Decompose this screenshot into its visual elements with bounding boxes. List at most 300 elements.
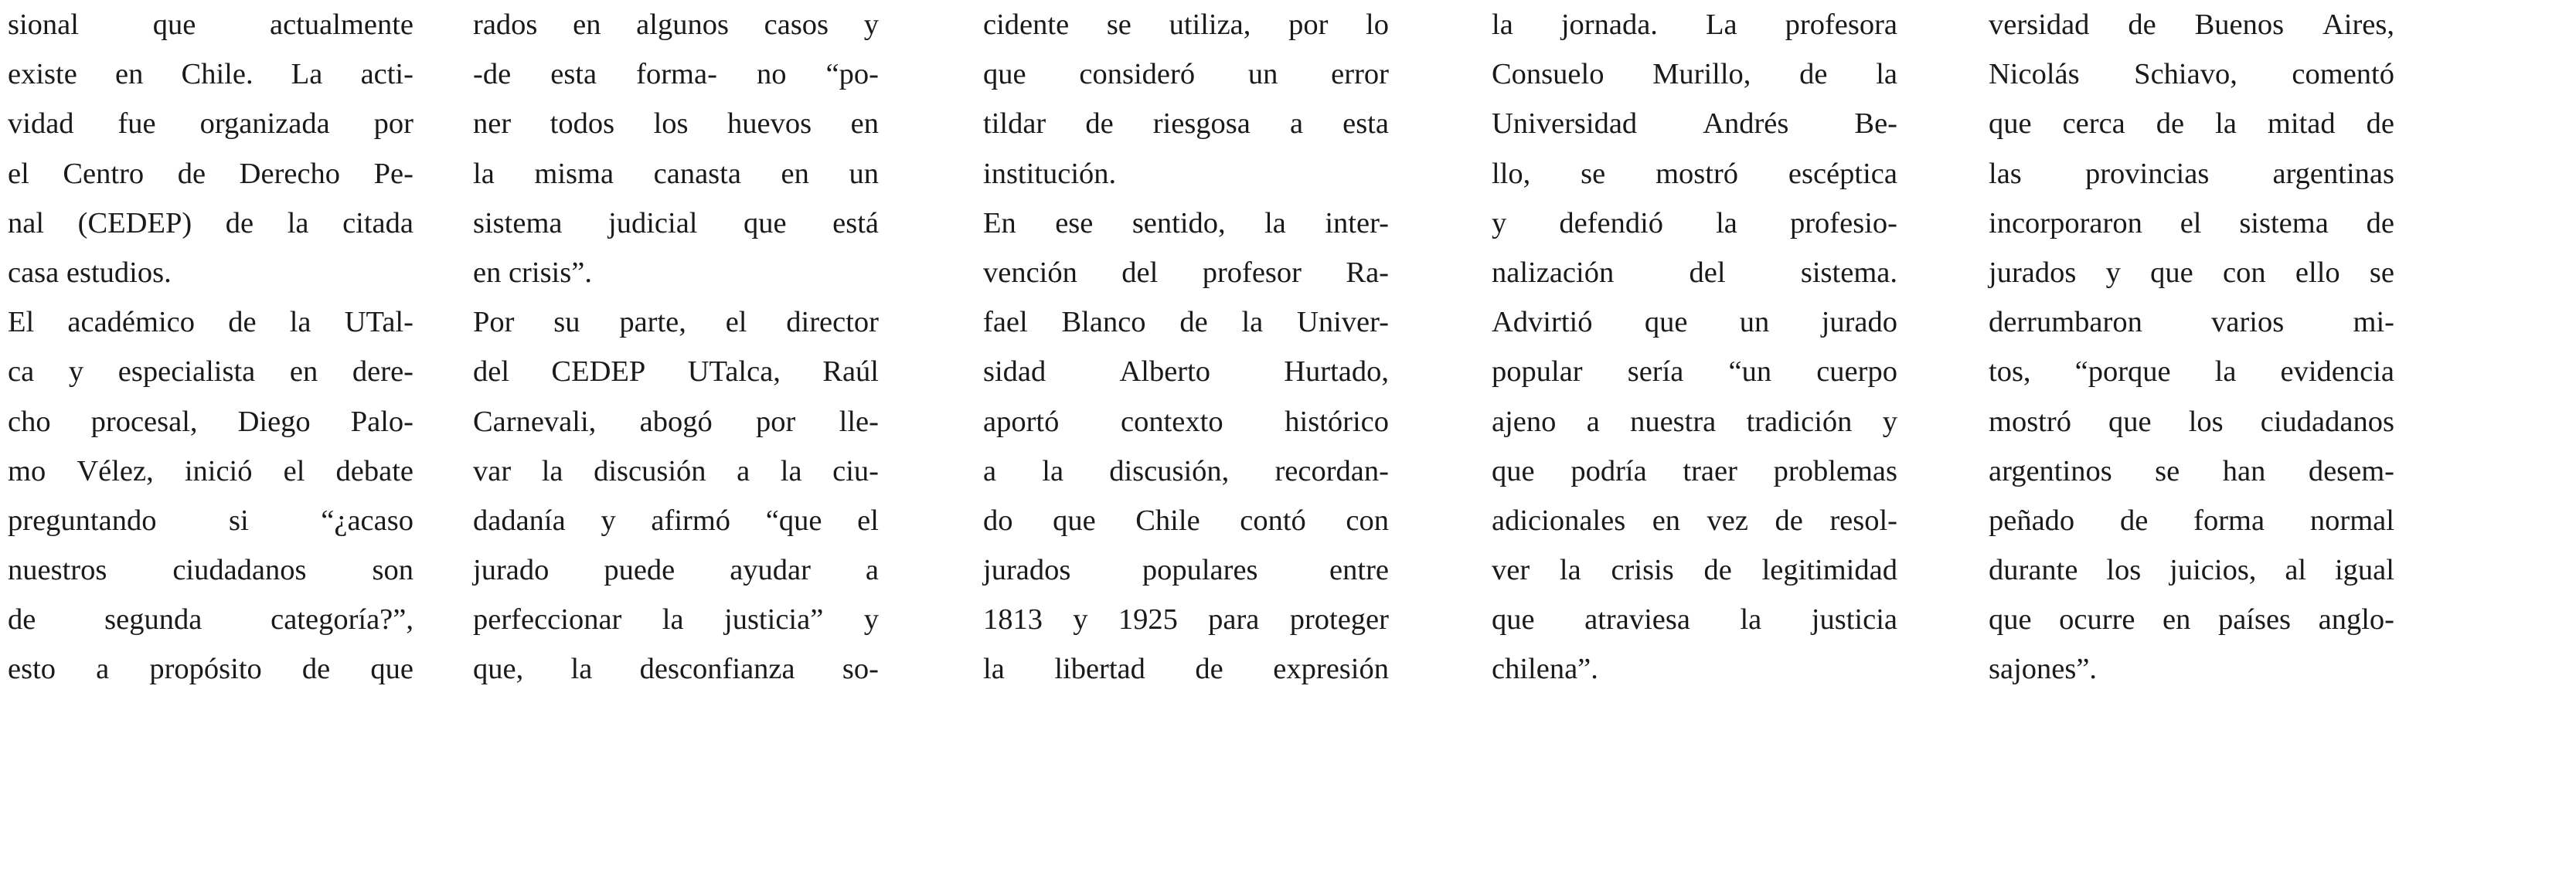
word: durante <box>1989 554 2078 587</box>
text-line <box>1492 496 1897 545</box>
word: forma <box>2193 504 2265 537</box>
word: parte, <box>619 306 686 339</box>
word: legitimidad <box>1761 554 1897 587</box>
word: comentó <box>2292 58 2394 91</box>
text-line <box>1492 297 1897 347</box>
word: la <box>289 306 311 339</box>
word: fael <box>983 306 1028 339</box>
word: jurado <box>1821 306 1897 339</box>
word: por <box>756 405 796 438</box>
word: se <box>1106 8 1131 41</box>
word: un <box>1739 306 1770 339</box>
word: existe <box>8 58 77 91</box>
word: el <box>2180 206 2202 239</box>
word: jurado <box>473 554 550 587</box>
word: Advirtió <box>1492 306 1593 339</box>
text-line <box>1989 49 2394 99</box>
word: debate <box>335 454 413 487</box>
article-column-3 <box>983 0 1389 694</box>
text-line <box>1989 644 2394 694</box>
word: institución. <box>983 157 1117 190</box>
word: resol- <box>1829 504 1897 537</box>
word: a <box>96 653 110 686</box>
text-line <box>1492 397 1897 446</box>
word: sajones”. <box>1989 653 2098 686</box>
word: ca <box>8 355 35 389</box>
word: de <box>1775 504 1803 537</box>
word: lle- <box>839 405 879 438</box>
word: misma <box>534 157 614 190</box>
text-line <box>8 545 413 595</box>
word: 1925 <box>1118 603 1178 637</box>
word: no <box>756 58 787 91</box>
word: y <box>68 355 84 389</box>
word: de <box>301 653 331 686</box>
word: que <box>370 653 413 686</box>
word: escéptica <box>1788 157 1897 190</box>
text-line <box>1492 347 1897 396</box>
word: “¿acaso <box>321 504 413 537</box>
word: sistema. <box>1800 256 1897 289</box>
word: nuestros <box>8 554 107 587</box>
text-line <box>473 496 879 545</box>
word: (CEDEP) <box>77 206 192 239</box>
text-line <box>983 149 1389 199</box>
text-line <box>1492 595 1897 644</box>
word: Carnevali, <box>473 405 597 438</box>
word: recordan- <box>1274 454 1389 487</box>
text-line <box>1989 149 2394 199</box>
text-line <box>473 149 879 199</box>
text-line <box>473 248 879 297</box>
word: que <box>1644 306 1688 339</box>
text-line <box>1989 99 2394 148</box>
word: mi- <box>2353 306 2394 339</box>
word: tildar <box>983 107 1046 141</box>
word: de <box>1799 58 1828 91</box>
word: desem- <box>2308 454 2394 487</box>
text-line <box>473 49 879 99</box>
word: del <box>1689 256 1726 289</box>
text-line <box>8 297 413 347</box>
word: libertad <box>1054 653 1145 686</box>
word: nuestra <box>1630 405 1717 438</box>
word: los <box>2106 554 2142 587</box>
text-line <box>1492 446 1897 496</box>
text-line <box>473 545 879 595</box>
word: Ra- <box>1346 256 1389 289</box>
word: “porque <box>2074 355 2171 389</box>
text-line <box>983 496 1389 545</box>
word: so- <box>842 653 879 686</box>
text-line <box>1989 0 2394 49</box>
word: de <box>1179 306 1208 339</box>
text-line <box>983 297 1389 347</box>
word: llo, <box>1492 157 1531 190</box>
word: “que <box>765 504 822 537</box>
text-line <box>473 297 879 347</box>
word: de <box>2120 504 2149 537</box>
word: puede <box>604 554 675 587</box>
word: defendió <box>1559 206 1664 239</box>
word: y <box>863 603 879 637</box>
text-line <box>1989 347 2394 396</box>
word: la <box>1042 454 1064 487</box>
word: esta <box>1342 107 1389 141</box>
word: ese <box>1055 206 1094 239</box>
word: Diego <box>237 405 311 438</box>
word: nal <box>8 206 45 239</box>
word: en crisis”. <box>473 256 592 289</box>
word: fue <box>117 107 156 141</box>
word: vidad <box>8 107 74 141</box>
word: lo <box>1366 8 1389 41</box>
word: “po- <box>825 58 879 91</box>
word: evidencia <box>2280 355 2394 389</box>
word: Pe- <box>373 157 413 190</box>
word: 1813 <box>983 603 1043 637</box>
word: desconfianza <box>639 653 795 686</box>
word: vención <box>983 256 1077 289</box>
word: populares <box>1142 554 1258 587</box>
text-line <box>983 248 1389 297</box>
word: esto <box>8 653 56 686</box>
word: la <box>1740 603 1762 637</box>
word: las <box>1989 157 2022 190</box>
word: Buenos <box>2194 8 2285 41</box>
text-line <box>983 199 1389 248</box>
text-line <box>8 347 413 396</box>
text-line <box>473 347 879 396</box>
word: ciu- <box>832 454 879 487</box>
word: se <box>2155 454 2180 487</box>
word: Univer- <box>1297 306 1389 339</box>
word: que <box>1989 603 2032 637</box>
text-line <box>1989 545 2394 595</box>
word: justicia <box>1811 603 1897 637</box>
word: mo <box>8 454 46 487</box>
word: de <box>8 603 36 637</box>
word: contó <box>1240 504 1306 537</box>
word: argentinas <box>2272 157 2394 190</box>
word: que <box>1989 107 2032 141</box>
word: los <box>653 107 689 141</box>
text-line <box>8 0 413 49</box>
word: Chile. <box>181 58 254 91</box>
word: discusión, <box>1109 454 1230 487</box>
word: la <box>1716 206 1737 239</box>
word: especialista <box>117 355 256 389</box>
word: forma- <box>636 58 717 91</box>
word: La <box>1705 8 1737 41</box>
word: que <box>983 58 1026 91</box>
word: huevos <box>727 107 812 141</box>
word: Derecho <box>239 157 341 190</box>
text-line <box>983 49 1389 99</box>
word: con <box>1346 504 1389 537</box>
word: de <box>228 306 257 339</box>
word: derrumbaron <box>1989 306 2142 339</box>
word: provincias <box>2084 157 2210 190</box>
word: el <box>725 306 747 339</box>
text-line <box>983 99 1389 148</box>
word: un <box>849 157 879 190</box>
word: anglo- <box>2318 603 2394 637</box>
word: cuerpo <box>1816 355 1897 389</box>
word: error <box>1331 58 1389 91</box>
text-line <box>1989 297 2394 347</box>
word: la <box>2215 107 2237 141</box>
word: al <box>2285 554 2307 587</box>
word: y <box>1492 206 1507 239</box>
word: Blanco <box>1061 306 1146 339</box>
text-line <box>8 49 413 99</box>
text-line <box>473 644 879 694</box>
word: Nicolás <box>1989 58 2080 91</box>
word: sidad <box>983 355 1046 389</box>
word: esta <box>550 58 597 91</box>
text-line <box>473 199 879 248</box>
word: Por <box>473 306 515 339</box>
word: En <box>983 206 1016 239</box>
word: La <box>291 58 323 91</box>
word: igual <box>2334 554 2394 587</box>
word: categoría?”, <box>271 603 413 637</box>
word: Murillo, <box>1652 58 1751 91</box>
word: y <box>1882 405 1897 438</box>
word: para <box>1208 603 1260 637</box>
word: crisis <box>1611 554 1674 587</box>
word: la <box>780 454 802 487</box>
word: discusión <box>594 454 706 487</box>
word: el <box>8 157 29 190</box>
word: peñado <box>1989 504 2075 537</box>
word: la <box>541 454 563 487</box>
word: cidente <box>983 8 1070 41</box>
word: que <box>1492 603 1535 637</box>
word: var <box>473 454 512 487</box>
text-line <box>8 446 413 496</box>
word: un <box>1247 58 1278 91</box>
word: citada <box>342 206 413 239</box>
word: aportó <box>983 405 1060 438</box>
word: han <box>2222 454 2266 487</box>
word: a <box>737 454 750 487</box>
word: ocurre <box>2059 603 2135 637</box>
word: Aires, <box>2322 8 2394 41</box>
word: de <box>1703 554 1732 587</box>
word: en <box>850 107 879 141</box>
word: juicios, <box>2169 554 2257 587</box>
word: contexto <box>1121 405 1223 438</box>
text-line <box>1492 49 1897 99</box>
word: académico <box>67 306 195 339</box>
word: la <box>1264 206 1286 239</box>
word: de <box>2156 107 2185 141</box>
word: varios <box>2211 306 2285 339</box>
word: atraviesa <box>1584 603 1690 637</box>
word: y <box>1073 603 1088 637</box>
word: profesor <box>1202 256 1302 289</box>
word: ciudadanos <box>2260 405 2394 438</box>
word: actualmente <box>270 8 413 41</box>
word: que, <box>473 653 524 686</box>
word: do <box>983 504 1013 537</box>
word: de <box>1195 653 1223 686</box>
word: normal <box>2309 504 2394 537</box>
text-line <box>473 397 879 446</box>
word: consideró <box>1079 58 1196 91</box>
word: podría <box>1570 454 1647 487</box>
word: en <box>573 8 601 41</box>
word: de <box>2128 8 2156 41</box>
word: cerca <box>2062 107 2125 141</box>
word: judicial <box>608 206 698 239</box>
word: su <box>553 306 580 339</box>
word: está <box>832 206 879 239</box>
word: sería <box>1627 355 1684 389</box>
article-column-2 <box>473 0 879 694</box>
word: con <box>2223 256 2266 289</box>
word: sional <box>8 8 79 41</box>
text-line <box>1989 496 2394 545</box>
word: mostró <box>1656 157 1739 190</box>
word: de <box>177 157 206 190</box>
word: problemas <box>1773 454 1897 487</box>
word: de <box>1085 107 1114 141</box>
word: que <box>152 8 196 41</box>
text-line <box>1492 644 1897 694</box>
word: sentido, <box>1131 206 1226 239</box>
word: de <box>225 206 254 239</box>
word: la <box>287 206 309 239</box>
word: la <box>1876 58 1897 91</box>
word: a <box>983 454 997 487</box>
word: ayudar <box>730 554 811 587</box>
text-line <box>8 149 413 199</box>
word: procesal, <box>90 405 198 438</box>
text-line <box>8 397 413 446</box>
word: histórico <box>1285 405 1389 438</box>
word: la <box>1492 8 1513 41</box>
word: a <box>865 554 879 587</box>
word: Hurtado, <box>1284 355 1389 389</box>
word: expresión <box>1273 653 1389 686</box>
text-line <box>1989 248 2394 297</box>
word: versidad <box>1989 8 2090 41</box>
text-line <box>8 99 413 148</box>
word: casos <box>764 8 829 41</box>
text-line <box>983 446 1389 496</box>
word: en <box>1652 504 1681 537</box>
text-line <box>8 595 413 644</box>
text-line <box>983 595 1389 644</box>
text-line <box>1492 545 1897 595</box>
word: Raúl <box>822 355 879 389</box>
word: afirmó <box>651 504 731 537</box>
word: que <box>1492 454 1535 487</box>
word: y <box>601 504 616 537</box>
word: ner <box>473 107 512 141</box>
word: y <box>863 8 879 41</box>
word: los <box>2188 405 2224 438</box>
text-line <box>8 248 413 297</box>
word: Andrés <box>1703 107 1789 141</box>
text-line <box>8 199 413 248</box>
text-line <box>1492 0 1897 49</box>
word: la <box>473 157 495 190</box>
word: se <box>2369 256 2394 289</box>
word: la <box>2214 355 2237 389</box>
word: proteger <box>1289 603 1389 637</box>
text-line <box>1989 397 2394 446</box>
word: sistema <box>2239 206 2329 239</box>
word: vez <box>1707 504 1748 537</box>
text-line <box>473 446 879 496</box>
word: profesio- <box>1789 206 1897 239</box>
word: abogó <box>639 405 713 438</box>
word: profesora <box>1785 8 1897 41</box>
word: ello <box>2295 256 2340 289</box>
word: tos, <box>1989 355 2031 389</box>
article-column-4 <box>1492 0 1897 694</box>
word: riesgosa <box>1152 107 1251 141</box>
word: argentinos <box>1989 454 2112 487</box>
word: cho <box>8 405 51 438</box>
word: nalización <box>1492 256 1615 289</box>
article-column-5 <box>1989 0 2394 694</box>
word: Schiavo, <box>2134 58 2237 91</box>
word: de <box>2366 107 2394 141</box>
word: jurados <box>1989 256 2077 289</box>
word: si <box>229 504 249 537</box>
article-column-1 <box>8 0 413 694</box>
text-line <box>1492 248 1897 297</box>
text-line <box>8 644 413 694</box>
word: de <box>2366 206 2394 239</box>
text-line <box>1989 446 2394 496</box>
word: inició <box>184 454 253 487</box>
word: la <box>1559 554 1581 587</box>
word: mitad <box>2267 107 2336 141</box>
word: propósito <box>149 653 262 686</box>
word: jurados <box>983 554 1071 587</box>
word: Universidad <box>1492 107 1638 141</box>
text-line <box>473 0 879 49</box>
word: “un <box>1728 355 1772 389</box>
word: sistema <box>473 206 563 239</box>
word: tradición <box>1746 405 1853 438</box>
word: entre <box>1329 554 1389 587</box>
text-line <box>1989 199 2394 248</box>
word: en <box>2163 603 2191 637</box>
word: la <box>662 603 684 637</box>
text-line <box>983 0 1389 49</box>
text-line <box>983 545 1389 595</box>
word: algunos <box>636 8 729 41</box>
word: dere- <box>352 355 413 389</box>
word: director <box>786 306 879 339</box>
word: que <box>1053 504 1096 537</box>
word: del <box>473 355 510 389</box>
word: ciudadanos <box>172 554 307 587</box>
word: la <box>1241 306 1264 339</box>
word: justicia” <box>724 603 824 637</box>
word: por <box>1288 8 1329 41</box>
word: se <box>1581 157 1606 190</box>
word: UTalca, <box>687 355 781 389</box>
text-line <box>1492 199 1897 248</box>
